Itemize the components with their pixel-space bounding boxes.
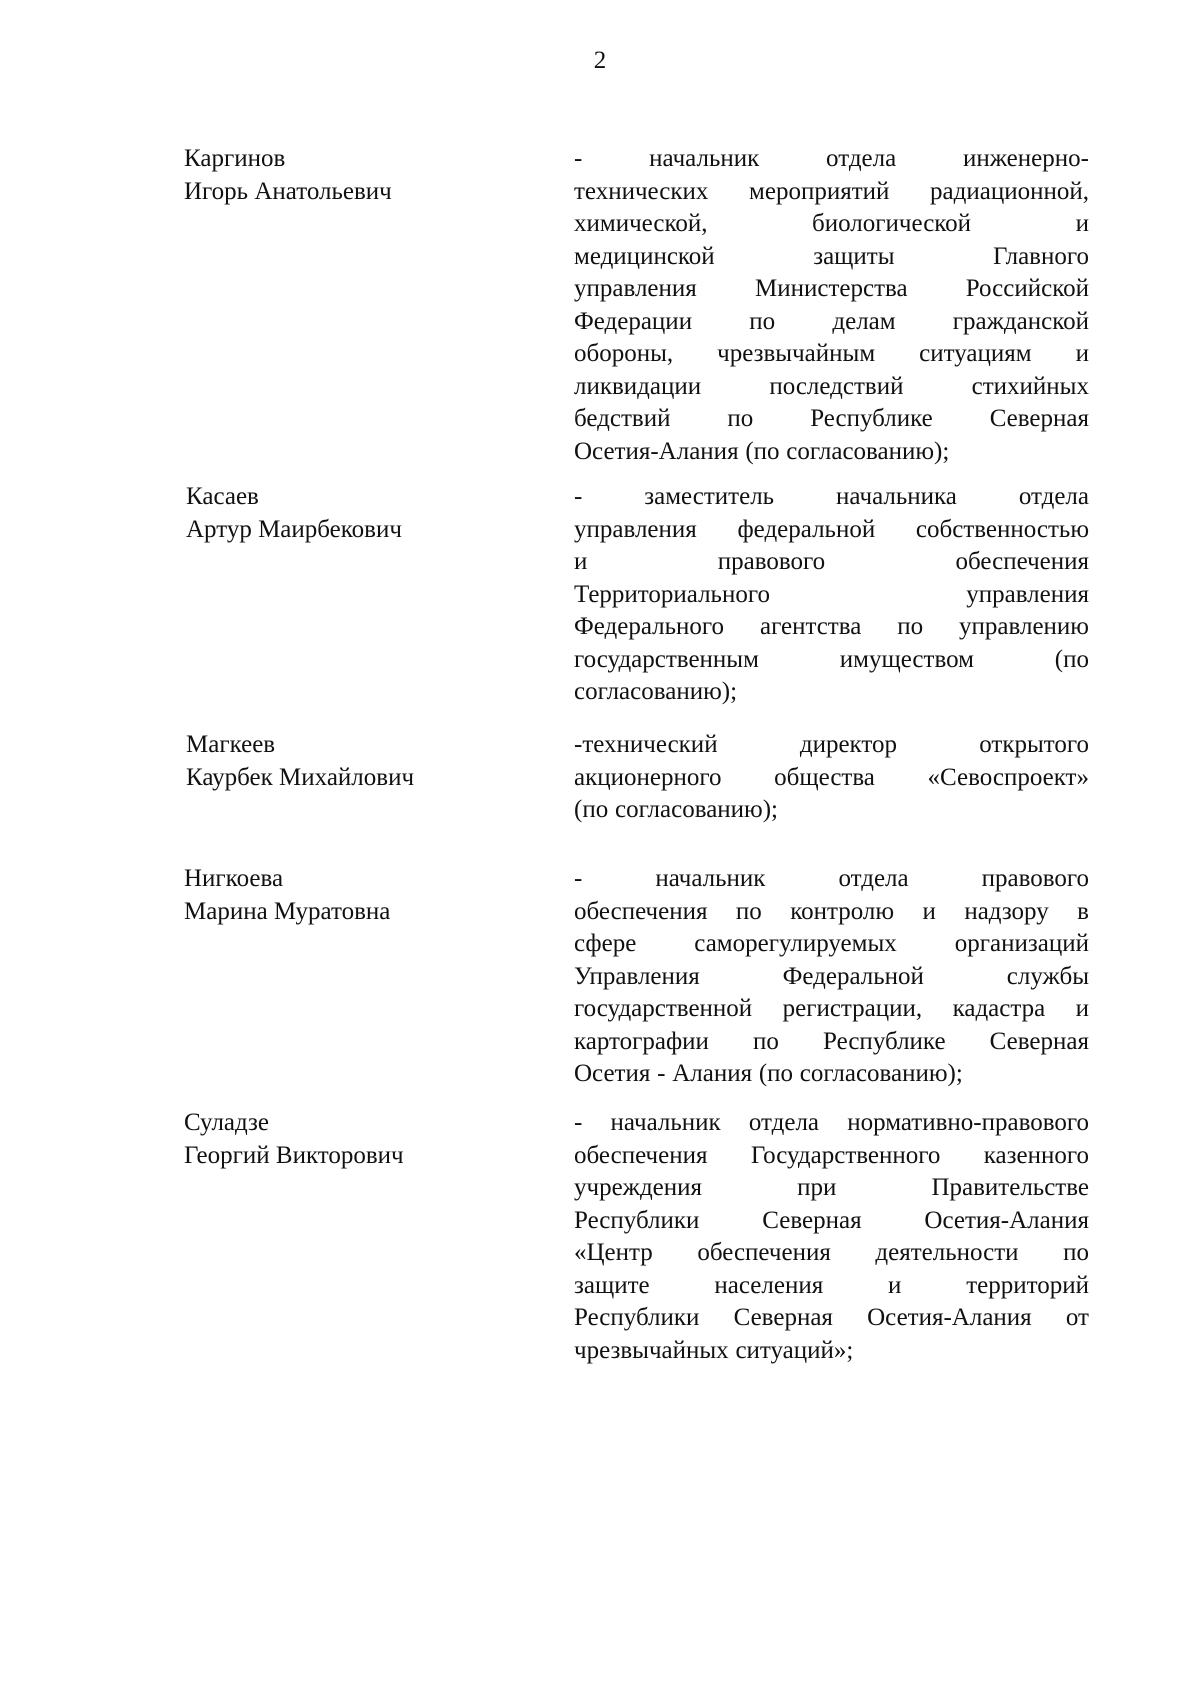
role-line: Республики Северная Осетия-Алания (574, 1206, 1089, 1234)
role-line: Осетия-Алания (по согласованию); (574, 437, 950, 465)
role-line: Федерации по делам гражданской (574, 307, 1089, 335)
role-line: обороны, чрезвычайным ситуациям и (574, 340, 1089, 367)
role-line: согласованию); (574, 678, 738, 705)
role-description (574, 863, 1089, 1091)
role-line: управления федеральной собственностью (574, 515, 1089, 543)
role-line: Управления Федеральной службы (574, 962, 1089, 990)
person-name (186, 481, 546, 546)
person-name (186, 729, 546, 794)
role-description (574, 1107, 1089, 1367)
role-line: Территориального управления (574, 580, 1089, 608)
role-line: «Центр обеспечения деятельности по (574, 1239, 1089, 1266)
role-line: - начальник отдела правового (574, 865, 1089, 892)
given-names: Георгий Викторович (184, 1141, 404, 1169)
role-line: чрезвычайных ситуаций»; (574, 1336, 854, 1364)
role-line: государственной регистрации, кадастра и (574, 995, 1089, 1022)
role-line: - начальник отдела инженерно- (574, 145, 1089, 172)
role-line: обеспечения по контролю и надзору в (574, 897, 1089, 925)
given-names: Игорь Анатольевич (184, 177, 392, 205)
role-line: - заместитель начальника отдела (574, 483, 1089, 510)
role-line: обеспечения Государственного казенного (574, 1141, 1089, 1169)
surname: Каргинов (184, 145, 286, 172)
given-names: Каурбек Михайлович (186, 763, 415, 791)
role-line: и правового обеспечения (574, 548, 1089, 575)
role-line: бедствий по Республике Северная (574, 405, 1089, 432)
role-line: государственным имуществом (по (574, 645, 1089, 673)
role-line: медицинской защиты Главного (574, 242, 1089, 270)
role-line: картографии по Республике Северная (574, 1027, 1089, 1055)
surname: Нигкоева (184, 865, 284, 892)
given-names: Марина Муратовна (184, 897, 391, 925)
role-description (574, 729, 1089, 827)
role-line: (по согласованию); (574, 796, 778, 823)
role-line: ликвидации последствий стихийных (574, 372, 1089, 400)
role-line: Республики Северная Осетия-Алания от (574, 1304, 1089, 1331)
role-line: учреждения при Правительстве (574, 1174, 1089, 1201)
role-line: защите населения и территорий (574, 1271, 1089, 1299)
role-line: химической, биологической и (574, 210, 1089, 237)
role-description (574, 481, 1089, 709)
person-name (184, 863, 544, 928)
person-name (184, 1107, 544, 1172)
role-line: - начальник отдела нормативно-правового (574, 1109, 1089, 1136)
role-line: -технический директор открытого (574, 731, 1089, 758)
person-name (184, 143, 544, 208)
page-number: 2 (593, 47, 607, 74)
role-line: сфере саморегулируемых организаций (574, 930, 1089, 957)
role-line: Осетия - Алания (по согласованию); (574, 1060, 963, 1087)
role-description (574, 143, 1089, 468)
surname: Касаев (186, 483, 259, 510)
role-line: акционерного общества «Севоспроект» (574, 763, 1089, 791)
role-line: управления Министерства Российской (574, 275, 1089, 302)
surname: Суладзе (184, 1109, 270, 1136)
given-names: Артур Маирбекович (186, 515, 402, 543)
surname: Магкеев (186, 731, 276, 758)
role-line: технических мероприятий радиационной, (574, 177, 1089, 205)
role-line: Федерального агентства по управлению (574, 613, 1089, 640)
